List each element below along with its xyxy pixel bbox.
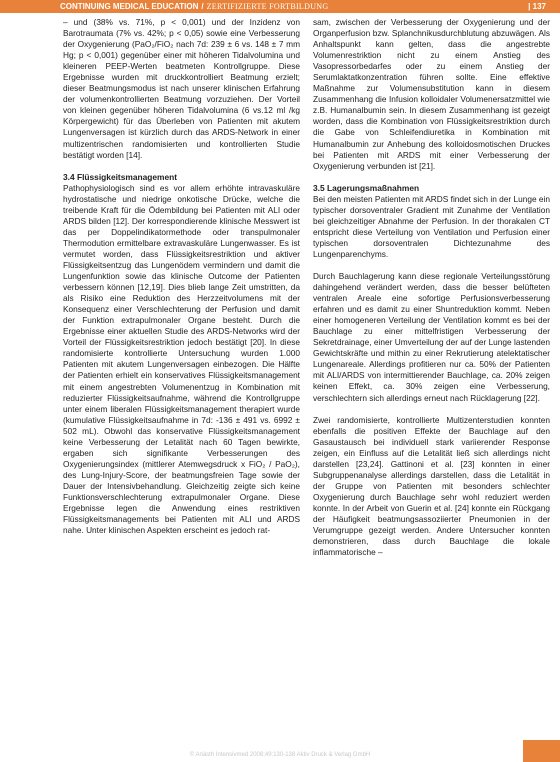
left-paragraph-2: Pathophysiologisch sind es vor allem erhöhte intravaskuläre hydrostatische und niedrige onkotische Drücke, welche die treibende Kraft für die Ödembildung bei Patienten mit ALI oder ARDS bilden [12]. Der korrespondierende klinische Messwert ist das per Doppelindikatormethode oder transpulmonaler Thermodution ermittelbare extravaskuläre Lungenwasser. Es ist vermutet worden, dass Flüssigkeitsrestriktion und aktiver Flüssigkeitsentzug das Lungenödem vermindern und damit die Lungenfunktion sowie das klinische Outcome der Patienten verbessern können [12,19]. Dies blieb lange Zeit umstritten, da als Risiko eine Reduktion des Herzzeitvolumens mit der Konsequenz einer Verschlechterung der Perfusion und damit der Funktion extrapulmonaler Organe besteht. Durch die Ergebnisse einer aktuellen Studie des ARDS-Networks wird der Vorteil der Flüssigkeitsrestriktion jedoch bestätigt [20]. In diese randomisierte kontrollierte Untersuchung wurden 1.000 Patienten mit akutem Lungenversagen einbezogen. Die Hälfte der Patienten erhielt ein konservatives Flüssigkeitsmanagement mit einem angestrebten Volumenentzug in Kombination mit reduzierter Flüssigkeitsaufnahme, während die Kontrollgruppe unter einem liberalen Flüssigkeitsmanagement therapiert wurde (kumulative Flüssigkeitsaufnahme in 7d: -136 ± 491 vs. 6992 ± 502 mL). Obwohl das konservative Flüssigkeitsmanagement keine Verbesserung der Letalität nach 60 Tagen bewirkte, ergaben sich signifikante Verbesserungen des Oxygenierungsindex (mittlerer Atemwegsdruck x FiO₂ / PaO₂), des Lung-Injury-Score, der beatmungsfreien Tage sowie der Dauer der Intensivbehandlung. Gleichzeitig zeigte sich keine Funktionsverschlechterung extrapulmonaler Organe. Diese Ergebnisse legen die Anwendung eines restriktiven Flüssigkeitsmanagements bei Patienten mit ALI und ARDS nahe. Unter klinischen Aspekten erscheint es jedoch rat- [63, 182, 300, 536]
page-separator: | [528, 2, 531, 11]
section-heading-fluid-management: 3.4 Flüssigkeitsmanagement [63, 171, 178, 182]
header-section-english: CONTINUING MEDICAL EDUCATION [60, 2, 199, 11]
right-paragraph-2: Bei den meisten Patienten mit ARDS findet sich in der Lunge ein typischer dorsoventraler Gradient mit Zunahme der Ventilation bei gleichzeitiger Abnahme der Perfusion. In der thorakalen CT entspricht diese Verteilung von Ventilation und Perfusion einer typischen dorsoventralen Dichtezunahme des Lungenparenchyms. [313, 193, 550, 259]
page-number-group [528, 0, 546, 13]
running-header [0, 0, 560, 13]
corner-accent-block [523, 740, 560, 762]
right-paragraph-4: Zwei randomisierte, kontrollierte Multizenterstudien konnten ebenfalls die positiven Effekte der Bauchlage auf den Gasaustausch bei individuell stark variierender Response zeigen, ein Einfluss auf die Letalität ließ sich allerdings nicht darstellen [23,24]. Gattinoni et al. [23] konnten in einer Subgruppenanalyse allerdings darstellen, dass die Letalität in der Gruppe von Patienten mit besonders schlechter Oxygenierung durch Bauchlage sehr wohl reduziert werden konnte. In der Arbeit von Guerin et al. [24] konnte ein Rückgang der Häufigkeit beatmungsassoziierter Pneumonien in der Verumgruppe gezeigt werden. Andere Untersucher konnten demonstrieren, dass durch Bauchlage die lokale inflammatorische – [313, 414, 550, 558]
page-number: 137 [532, 2, 546, 11]
right-paragraph-1: sam, zwischen der Verbesserung der Oxygenierung und der Organperfusion bzw. Splanchnikusdurchblutung abzuwägen. Als Anhaltspunkt kann gelten, dass die angestrebte Volumenrestriktion nicht zu einem Anstieg des Vasopressorbedarfes oder zu einem Anstieg der Serumlaktatkonzentration führen sollte. Eine effektive Maßnahme zur Volumensubstitution kann in diesem Zusammenhang die Infusion kolloidaler Volumenersatzmittel wie z.B. Humanalbumin sein. In diesem Zusammenhang ist gezeigt worden, dass die Kombination von Flüssigkeitsrestriktion durch die Gabe von Schleifendiuretika in Kombination mit Humanalbumin zur Anhebung des kolloidosmotischen Druckes bei Patienten mit ARDS mit einer Verbesserung der Oxygenierung verbunden ist [21]. [313, 17, 550, 171]
section-heading-positioning: 3.5 Lagerungsmaßnahmen [313, 182, 420, 193]
header-separator: / [201, 2, 204, 11]
right-paragraph-3: Durch Bauchlagerung kann diese regionale Verteilungsstörung dahingehend verändert werden, dass die besser belüfteten ventralen Areale eine sofortige Perfusionsverbesserung erfahren und es damit zu einer Shuntreduktion kommt. Neben einer homogeneren Verteilung der Ventilation kommt es bei der Bauchlage zu einer mittelfristigen Verbesserung der Sekretdrainage, einer Umverteilung der auf der Lunge lastenden Gewichtskräfte und mithin zu einer Rekrutierung atelektatischer Lungenareale. Allerdings profitieren nur ca. 50% der Patienten mit ALI/ARDS von intermittierender Bauchlage, ca. 20% zeigen keinen Effekt, ca. 30% zeigen eine Verbesserung, verschlechtern sich allerdings erneut nach Rücklagerung [22]. [313, 270, 550, 403]
right-column [313, 17, 550, 558]
footer-copyright: © Anästh Intensivmed 2008;49:130-138 Aktiv Druck & Verlag GmbH [189, 752, 371, 758]
left-column [63, 17, 300, 536]
left-paragraph-1: – und (38% vs. 71%, p < 0,001) und der Inzidenz von Barotraumata (7% vs. 42%; p < 0,05) sowie eine Verbesserung der Oxygenierung (PaO₂/FiO₂ nach 7d: 239 ± 6 vs. 148 ± 7 mm Hg; p < 0,001) gegenüber einer mit höheren Tidalvolumina und kleineren PEEP-Werten beatmeten Kontrollgruppe. Diese Ergebnisse wurden mit druckkontrolliert Beatmung erzielt; dieser Beatmungsmodus ist nach unserer klinischen Erfahrung der volumenkontrollierten Beatmung vorzuziehen. Der Vorteil von kleinen gegenüber höheren Tidalvolumina (6 vs.12 ml /kg Körpergewicht) für das Überleben von Patienten mit akutem Lungenversagen ist kürzlich durch das ARDS-Network in einer multizentrischen randomisierten und kontrollierten Studie bestätigt worden [14]. [63, 17, 300, 160]
header-section-german: ZERTIFIZIERTE FORTBILDUNG [206, 2, 329, 11]
